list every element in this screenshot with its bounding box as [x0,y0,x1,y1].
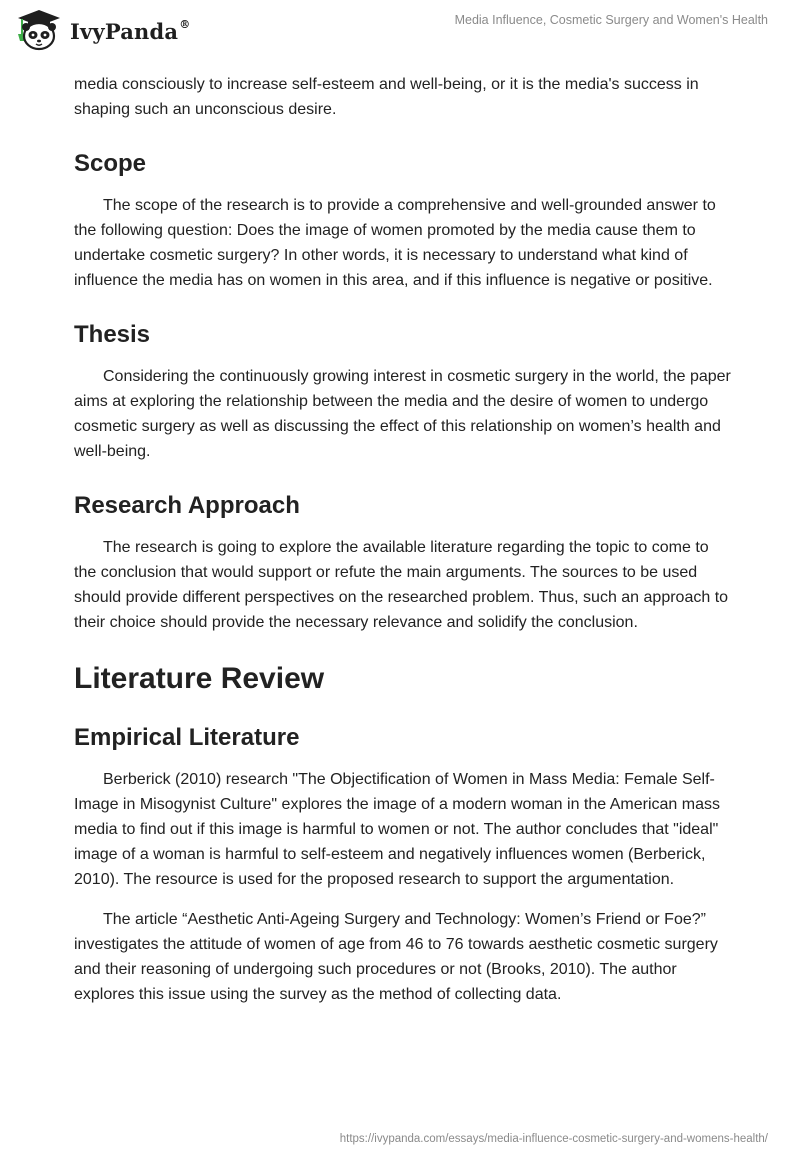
empirical-literature-heading: Empirical Literature [74,724,300,751]
source-url[interactable]: https://ivypanda.com/essays/media-influence-cosmetic-surgery-and-womens-health/ [339,1133,768,1145]
thesis-heading: Thesis [74,321,151,348]
empirical-paragraph-1: Berberick (2010) research "The Objectification of Women in Mass Media: Female Self-Image in Misogynist Culture" explores the image of a modern woman in the American mass media to find out if this image is harmful to women or not. The author concludes that "ideal" image of a woman is harmful to self-esteem and negatively influences women (Berberick, 2010). The resource is used for the proposed research to support the argumentation. [74,771,720,888]
literature-review-heading: Literature Review [74,662,325,695]
intro-paragraph-tail: media consciously to increase self-esteem and well-being, or it is the media's success in shaping such an unconscious desire. [74,76,699,118]
page-header [0,0,800,66]
scope-paragraph: The scope of the research is to provide a comprehensive and well-grounded answer to the following question: Does the image of women promoted by the media cause them to undertake cosmetic surgery? In other words, it is necessary to understand what kind of influence the media has on women in this area, and if this influence is negative or positive. [74,197,716,289]
ivypanda-logo[interactable] [14,8,190,52]
thesis-paragraph: Considering the continuously growing interest in cosmetic surgery in the world, the paper aims at exploring the relationship between the media and the desire of women to undergo cosmetic surgery as well as discussing the effect of this relationship on women’s health and well-being. [74,368,731,460]
essay-content [74,72,734,1022]
brand-name: IvyPanda® [70,17,191,44]
panda-graduate-logo-icon [14,8,64,52]
research-approach-heading: Research Approach [74,492,300,519]
scope-heading: Scope [74,150,147,177]
empirical-paragraph-2: The article “Aesthetic Anti-Ageing Surgery and Technology: Women’s Friend or Foe?” investigates the attitude of women of age from 46 to 76 towards aesthetic cosmetic surgery and their reasoning of undergoing such procedures or not (Brooks, 2010). The author explores this issue using the survey as the method of collecting data. [74,911,718,1003]
research-approach-paragraph: The research is going to explore the available literature regarding the topic to come to the conclusion that would support or refute the main arguments. The sources to be used should provide different perspectives on the researched problem. Thus, such an approach to their choice should provide the necessary relevance and solidify the conclusion. [74,539,729,631]
document-title: Media Influence, Cosmetic Surgery and Women's Health [454,13,768,27]
